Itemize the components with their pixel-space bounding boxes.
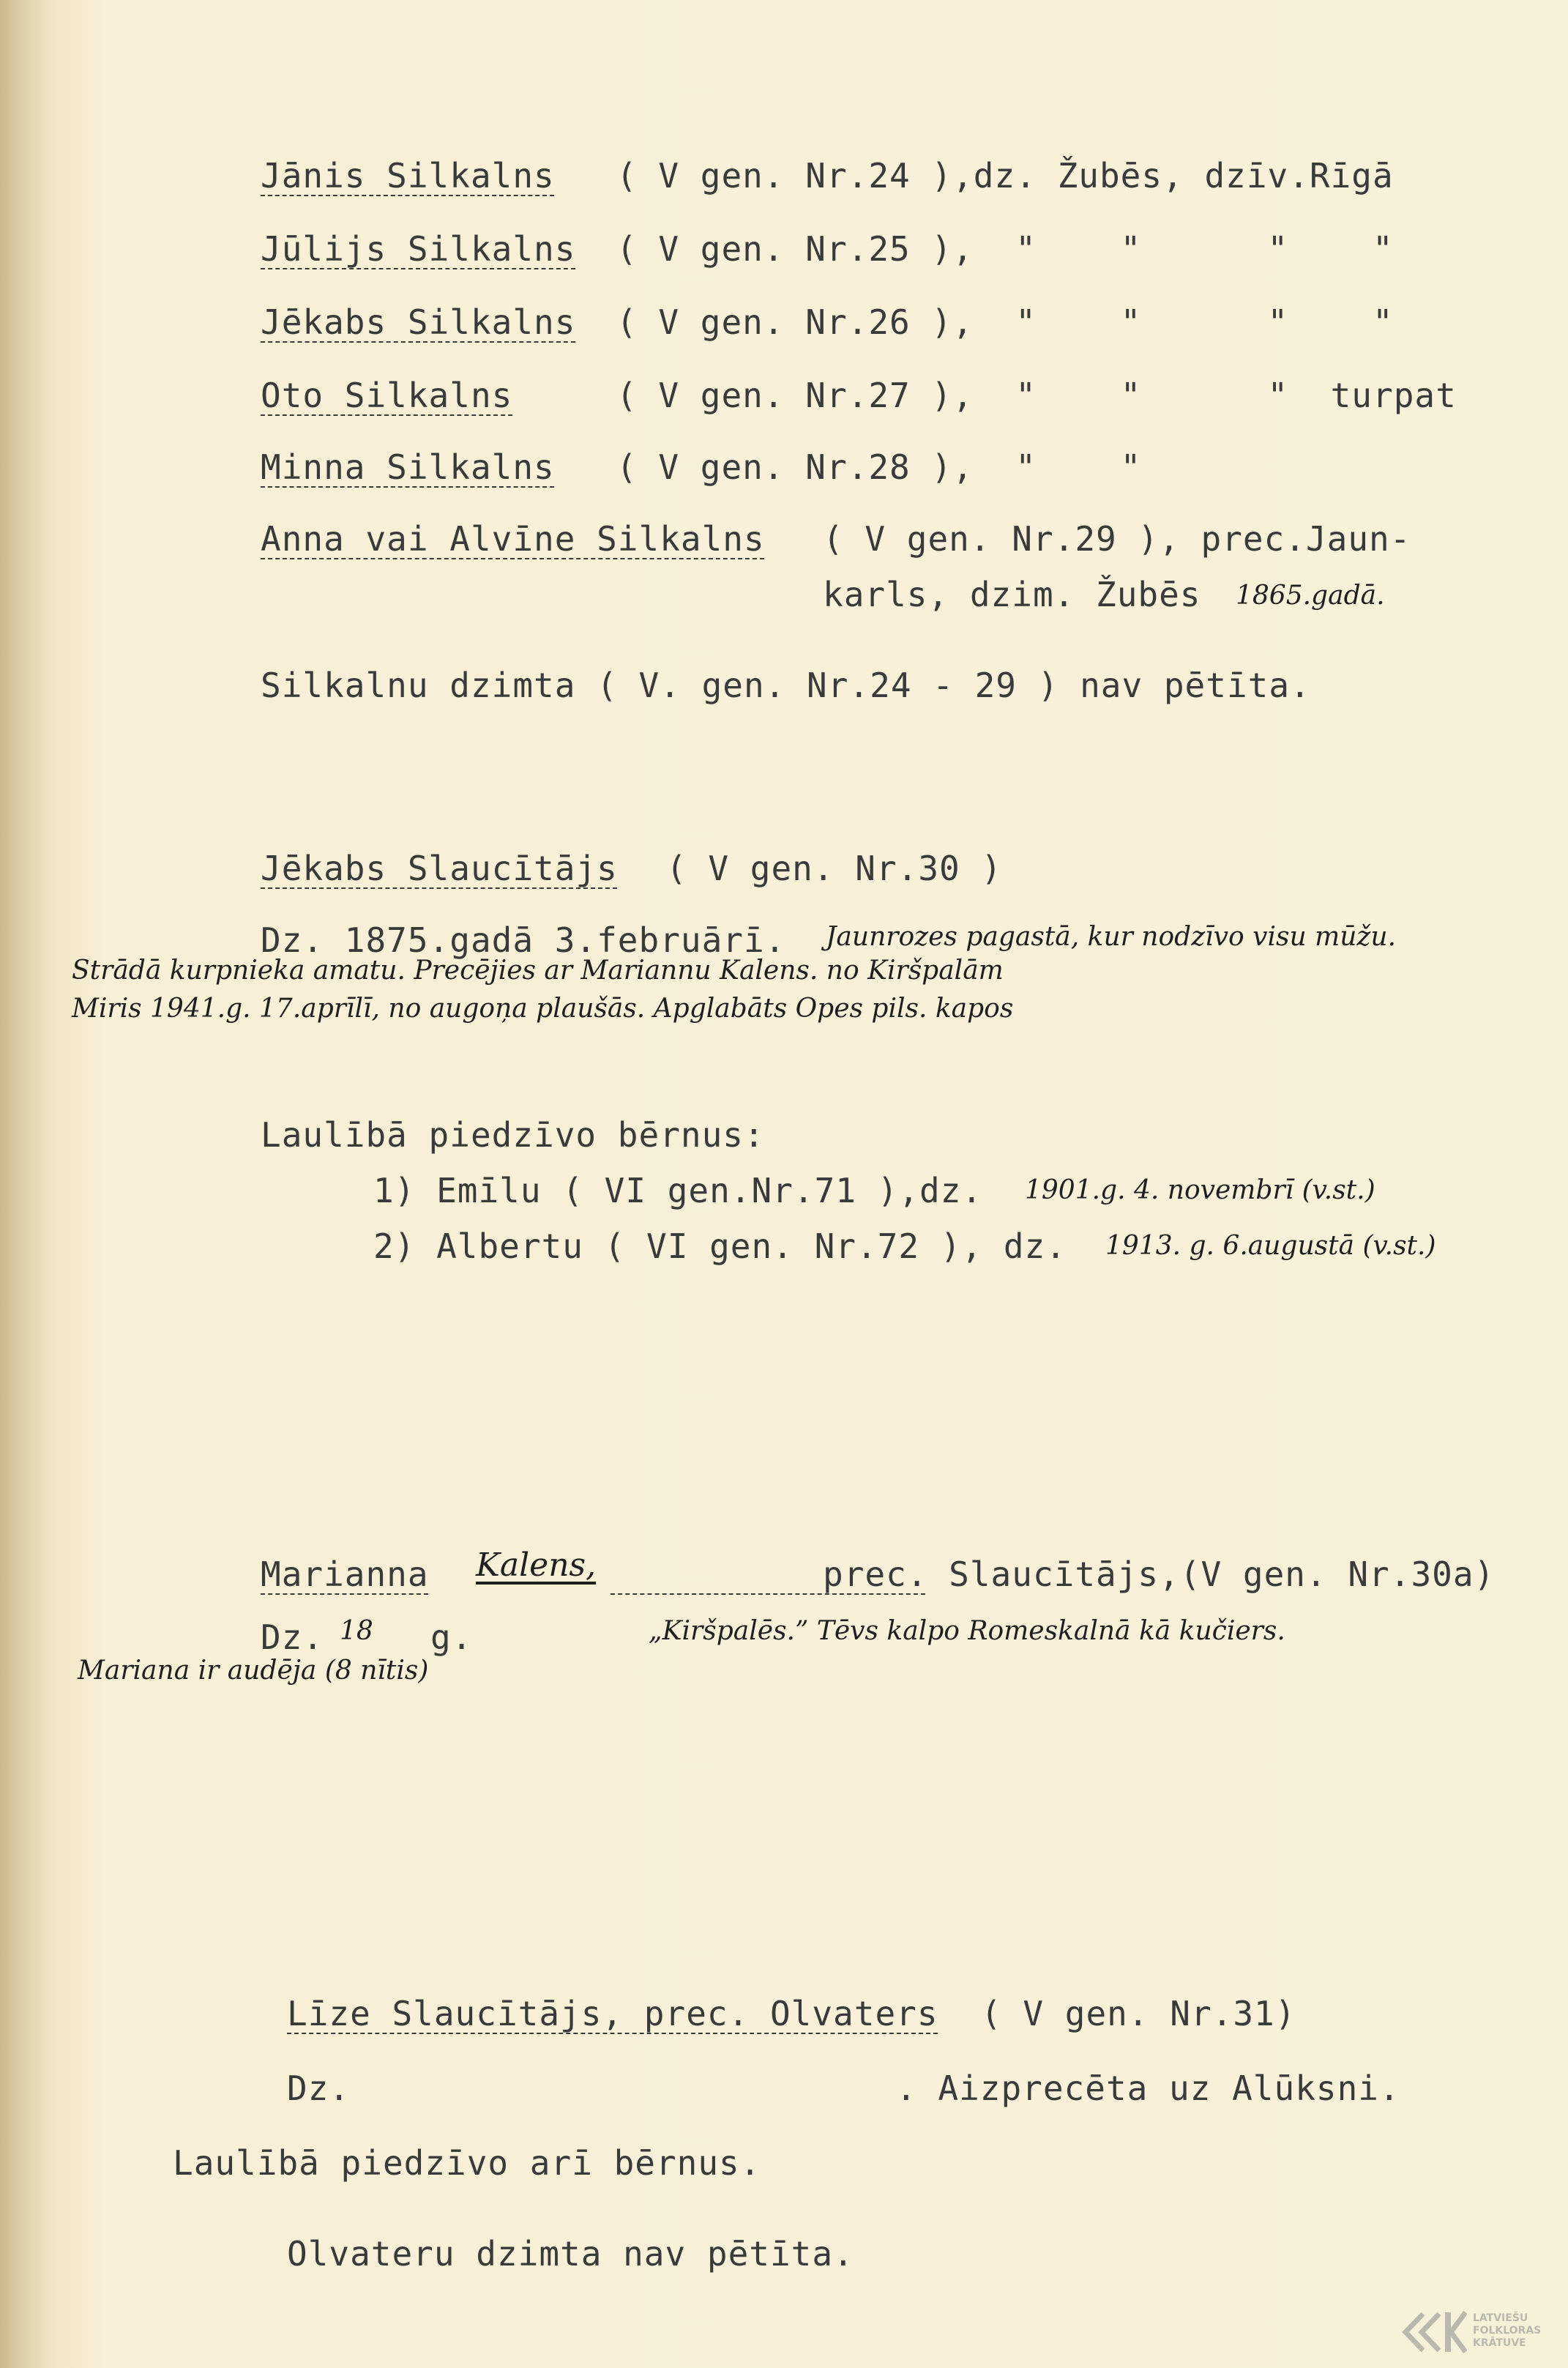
handwritten-birthplace: Jaunrozes pagastā, kur nodzīvo visu mūžu. bbox=[826, 922, 1397, 952]
typed-line-10: Dz. 1875.gadā 3.februārī. bbox=[261, 920, 786, 960]
typed-line-11: Laulībā piedzīvo bērnus: bbox=[261, 1115, 765, 1155]
typed-name-anna: Anna vai Alvīne Silkalns bbox=[261, 519, 765, 559]
handwritten-surname-kalens: Kalens, bbox=[476, 1546, 597, 1584]
typed-line-5: ( V gen. Nr.28 ), " " bbox=[616, 447, 1142, 487]
typed-line-14: prec. Slaucītājs,(V gen. Nr.30a) bbox=[823, 1555, 1496, 1594]
typed-name-janis: Jānis Silkalns bbox=[261, 156, 555, 196]
handwritten-death: Miris 1941.g. 17.aprīlī, no augoņa plaušās. Apglabāts Opes pils. kapos bbox=[72, 994, 1014, 1024]
typed-name-lize: Līze Slaucītājs, prec. Olvaters bbox=[287, 1994, 938, 2033]
typed-line-15b: g. bbox=[430, 1617, 473, 1657]
typed-line-4: ( V gen. Nr.27 ), " " " turpat bbox=[616, 376, 1457, 415]
typed-line-8: Silkalnu dzimta ( V. gen. Nr.24 - 29 ) nav pētīta. bbox=[261, 666, 1311, 705]
typed-line-3: ( V gen. Nr.26 ), " " " " bbox=[616, 302, 1394, 342]
typed-line-2: ( V gen. Nr.25 ), " " " " bbox=[616, 229, 1394, 269]
typed-name-minna: Minna Silkalns bbox=[261, 447, 555, 487]
archive-logo-icon bbox=[1394, 2306, 1467, 2358]
handwritten-alberts-date: 1913. g. 6.augustā (v.st.) bbox=[1105, 1231, 1436, 1261]
typed-line-6: ( V gen. Nr.29 ), prec.Jaun- bbox=[823, 519, 1411, 559]
typed-line-16: ( V gen. Nr.31) bbox=[981, 1994, 1296, 2033]
typed-name-julijs: Jūlijs Silkalns bbox=[261, 229, 576, 269]
typed-line-12: 1) Emīlu ( VI gen.Nr.71 ),dz. bbox=[373, 1171, 983, 1210]
typed-line-19: Olvateru dzimta nav pētīta. bbox=[287, 2234, 854, 2274]
typed-name-marianna: Marianna bbox=[261, 1555, 429, 1594]
typed-line-9: ( V gen. Nr.30 ) bbox=[666, 849, 1003, 888]
typed-line-17: Dz. bbox=[287, 2069, 351, 2108]
typed-name-oto: Oto Silkalns bbox=[261, 376, 513, 415]
archive-logo bbox=[1394, 2306, 1555, 2358]
handwritten-emils-date: 1901.g. 4. novembrī (v.st.) bbox=[1025, 1175, 1375, 1205]
handwritten-day: 18 bbox=[340, 1616, 373, 1646]
typed-line-13: 2) Albertu ( VI gen. Nr.72 ), dz. bbox=[373, 1226, 1067, 1266]
handwritten-weaver: Mariana ir audēja (8 nītis) bbox=[78, 1656, 429, 1686]
typed-name-jekabs-s: Jēkabs Silkalns bbox=[261, 302, 576, 342]
archive-logo-text: LATVIEŠU FOLKLORAS KRĀTUVE bbox=[1473, 2312, 1542, 2349]
typed-line-15: Dz. bbox=[261, 1617, 324, 1657]
typed-line-18: Laulībā piedzīvo arī bērnus. bbox=[173, 2143, 761, 2183]
typed-line-17b: . Aizprecēta uz Alūksni. bbox=[896, 2069, 1400, 2108]
typed-line-7: karls, dzim. Žubēs bbox=[823, 575, 1201, 614]
typed-line-1: ( V gen. Nr.24 ),dz. Žubēs, dzīv.Rīgā bbox=[616, 156, 1394, 196]
handwritten-occupation: Strādā kurpnieka amatu. Precējies ar Mariannu Kalens. no Kiršpalām bbox=[72, 956, 1004, 986]
handwritten-kirspales: „Kiršpalēs.” Tēvs kalpo Romeskalnā kā kučiers. bbox=[649, 1616, 1285, 1646]
handwritten-birth-year: 1865.gadā. bbox=[1236, 581, 1385, 611]
typed-name-jekabs-slaucitajs: Jēkabs Slaucītājs bbox=[261, 849, 618, 888]
